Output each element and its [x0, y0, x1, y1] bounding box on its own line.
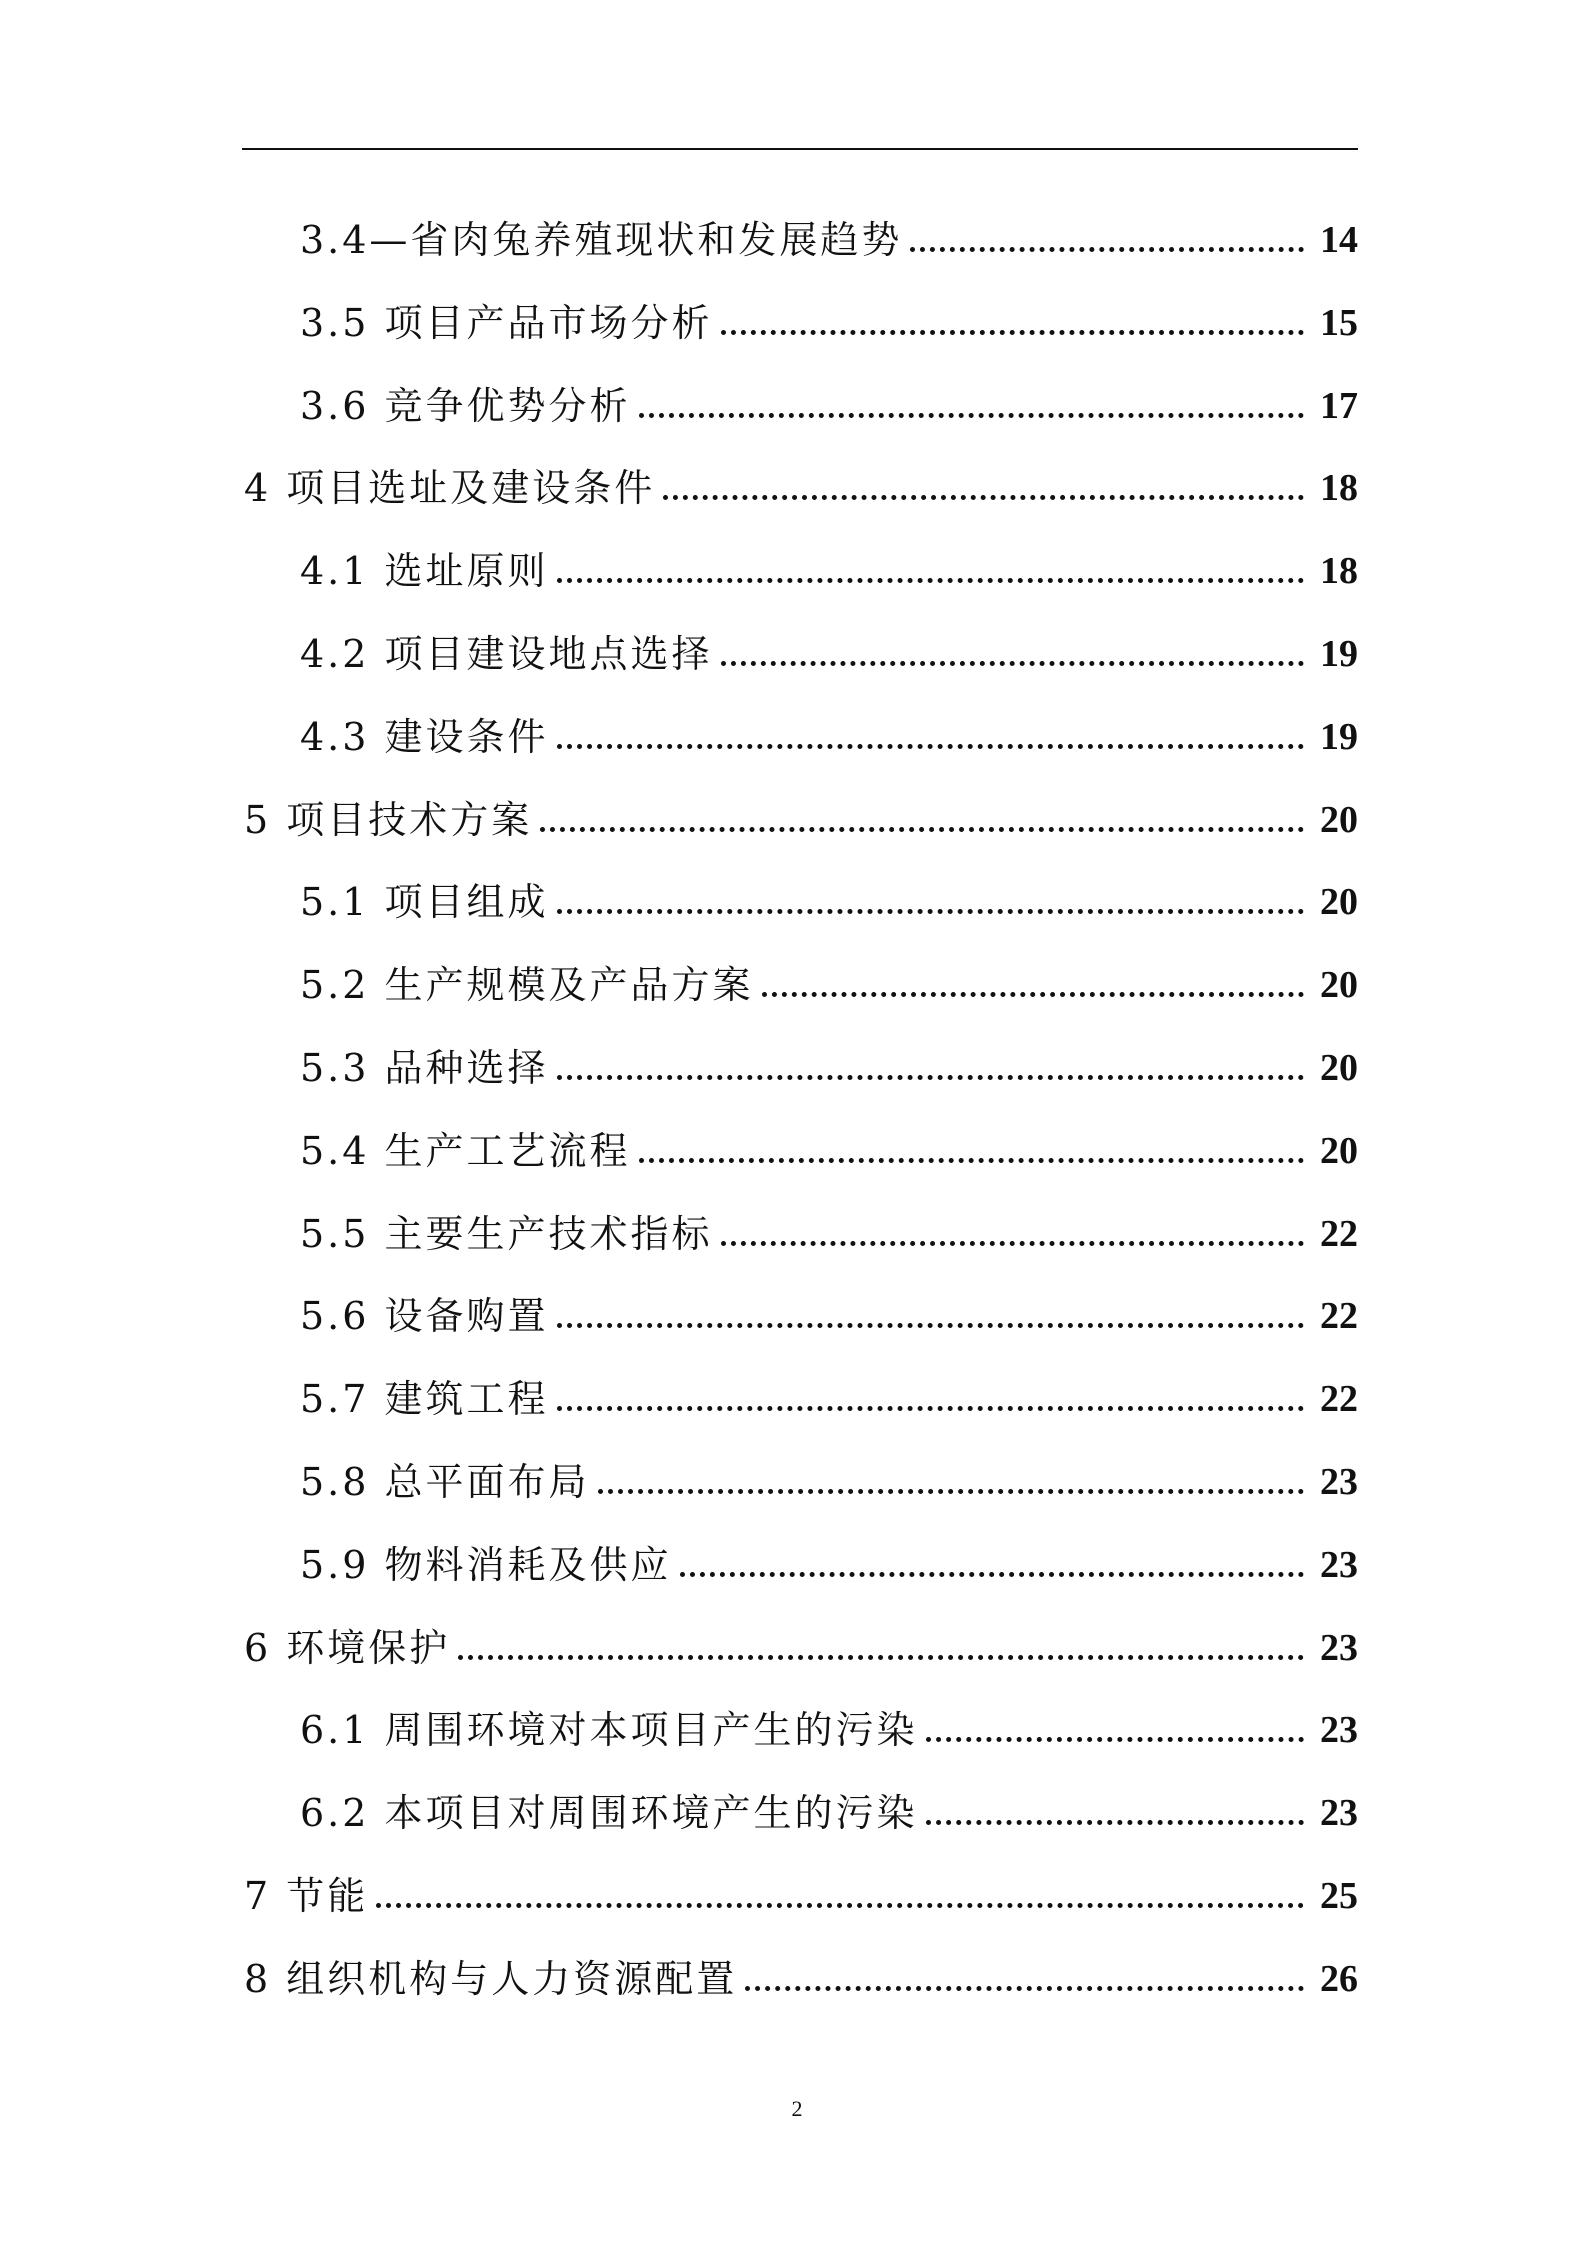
toc-entry[interactable] — [0, 1204, 1594, 1264]
toc-entry-page-number: 23 — [1320, 1709, 1358, 1752]
toc-leader-dots — [926, 1737, 1304, 1742]
toc-leader-dots — [680, 1572, 1304, 1577]
toc-entry[interactable] — [0, 541, 1594, 601]
toc-entry[interactable] — [0, 1452, 1594, 1512]
toc-entry[interactable] — [0, 707, 1594, 767]
toc-leader-dots — [663, 495, 1304, 500]
toc-entry-page-number: 23 — [1320, 1461, 1358, 1503]
toc-leader-dots — [721, 330, 1304, 335]
toc-leader-dots — [639, 1158, 1304, 1163]
toc-leader-dots — [745, 1986, 1304, 1991]
toc-entry-page-number: 23 — [1320, 1626, 1358, 1669]
toc-entry-page-number: 25 — [1320, 1875, 1358, 1917]
toc-leader-dots — [639, 413, 1304, 418]
toc-entry[interactable] — [0, 1783, 1594, 1843]
page-number: 2 — [791, 2096, 803, 2121]
toc-leader-dots — [540, 827, 1304, 832]
toc-leader-dots — [557, 744, 1304, 749]
toc-entry-title: 4.2 项目建设地点选择 — [300, 632, 713, 676]
toc-entry[interactable] — [0, 624, 1594, 684]
toc-entry-page-number: 20 — [1320, 798, 1358, 841]
toc-entry[interactable] — [0, 1700, 1594, 1760]
toc-entry-page-number: 14 — [1320, 219, 1358, 261]
toc-leader-dots — [557, 1323, 1304, 1328]
toc-entry-page-number: 18 — [1320, 467, 1358, 510]
toc-entry-title: 6 环境保护 — [244, 1625, 451, 1670]
toc-entry-page-number: 22 — [1320, 1378, 1358, 1421]
toc-entry-title: 5.2 生产规模及产品方案 — [300, 963, 754, 1008]
toc-entry-page-number: 20 — [1320, 1047, 1358, 1089]
toc-entry[interactable] — [0, 1949, 1594, 2009]
toc-entry-page-number: 20 — [1320, 881, 1358, 924]
toc-entry[interactable] — [0, 1866, 1594, 1926]
toc-entry[interactable] — [0, 376, 1594, 436]
toc-entry-title: 6.1 周围环境对本项目产生的污染 — [300, 1708, 918, 1753]
toc-entry-page-number: 20 — [1320, 1129, 1358, 1172]
toc-entry-title: 7 节能 — [244, 1874, 369, 1918]
toc-entry-title: 5.1 项目组成 — [300, 880, 549, 925]
toc-leader-dots — [721, 661, 1304, 666]
toc-entry[interactable] — [0, 210, 1594, 270]
toc-entry[interactable] — [0, 955, 1594, 1015]
toc-entry-title: 6.2 本项目对周围环境产生的污染 — [300, 1791, 918, 1836]
toc-leader-dots — [721, 1241, 1304, 1246]
toc-entry[interactable] — [0, 790, 1594, 850]
toc-entry-page-number: 22 — [1320, 1212, 1358, 1255]
toc-entry[interactable] — [0, 458, 1594, 518]
toc-entry[interactable] — [0, 1038, 1594, 1098]
toc-entry[interactable] — [0, 1369, 1594, 1429]
toc-entry-page-number: 18 — [1320, 550, 1358, 593]
toc-leader-dots — [557, 1075, 1304, 1080]
toc-leader-dots — [557, 909, 1304, 914]
toc-leader-dots — [376, 1903, 1304, 1908]
toc-entry-title: 4.1 选址原则 — [300, 549, 549, 594]
toc-entry-title: 5.7 建筑工程 — [300, 1377, 549, 1422]
toc-entry-title: 5.8 总平面布局 — [300, 1460, 590, 1504]
toc-entry-title: 3.4—省肉兔养殖现状和发展趋势 — [300, 218, 903, 262]
toc-entry-title: 5.5 主要生产技术指标 — [300, 1211, 713, 1256]
toc-entry-page-number: 20 — [1320, 964, 1358, 1007]
toc-entry-title: 5.9 物料消耗及供应 — [300, 1542, 672, 1587]
toc-entry[interactable] — [0, 1286, 1594, 1346]
toc-leader-dots — [762, 992, 1304, 997]
toc-entry[interactable] — [0, 1535, 1594, 1595]
toc-entry-page-number: 17 — [1320, 384, 1358, 427]
toc-entry-title: 5.4 生产工艺流程 — [300, 1128, 631, 1173]
toc-leader-dots — [458, 1655, 1304, 1660]
toc-leader-dots — [926, 1820, 1304, 1825]
toc-leader-dots — [598, 1489, 1304, 1494]
toc-entry-page-number: 23 — [1320, 1543, 1358, 1586]
toc-entry-title: 5.3 品种选择 — [300, 1046, 549, 1090]
toc-entry-page-number: 26 — [1320, 1957, 1358, 2000]
toc-leader-dots — [910, 247, 1304, 252]
toc-entry-title: 5.6 设备购置 — [300, 1294, 549, 1339]
toc-entry-page-number: 19 — [1320, 715, 1358, 758]
toc-entry[interactable] — [0, 293, 1594, 353]
toc-entry-page-number: 23 — [1320, 1792, 1358, 1835]
toc-entry-title: 3.5 项目产品市场分析 — [300, 300, 713, 345]
toc-entry-title: 4 项目选址及建设条件 — [244, 466, 656, 511]
toc-entry-page-number: 19 — [1320, 633, 1358, 675]
toc-entry-page-number: 15 — [1320, 301, 1358, 344]
toc-entry[interactable] — [0, 1618, 1594, 1678]
toc-entry-page-number: 22 — [1320, 1295, 1358, 1338]
toc-entry[interactable] — [0, 872, 1594, 932]
toc-leader-dots — [557, 578, 1304, 583]
toc-entry-title: 4.3 建设条件 — [300, 714, 549, 759]
toc-entry-title: 3.6 竞争优势分析 — [300, 383, 631, 428]
toc-entry-title: 5 项目技术方案 — [244, 797, 533, 842]
toc-entry[interactable] — [0, 1121, 1594, 1181]
toc-entry-title: 8 组织机构与人力资源配置 — [244, 1956, 738, 2001]
toc-leader-dots — [557, 1406, 1304, 1411]
